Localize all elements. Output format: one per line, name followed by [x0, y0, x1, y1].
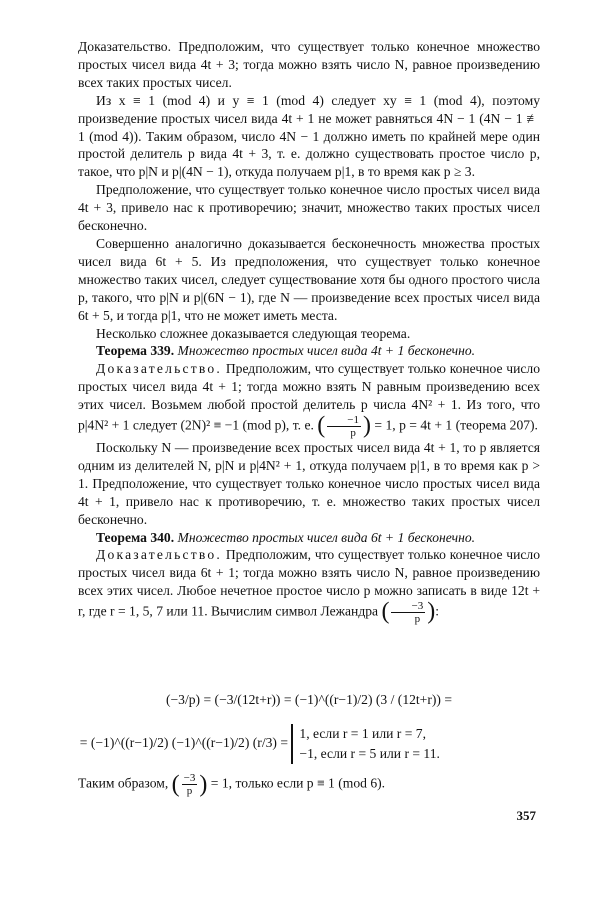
proof-text: Предположим, что существует только конечное число простых чисел вида 6t + 1; тогда можно взять число N, равное произведению всех этих чисел. Любое нечетное простое число p можно записать в виде 12t + r, где r = 1, 5, 7 или 11. Вычислим символ Лежандра: [78, 547, 541, 619]
proof-text: Предположим, что существует только конечное число простых чисел вида 4t + 1; тогда можно взять N равным произведению всех этих чисел. Возьмем любой простой делитель p числа 4N² + 1. Из того, что p|4N² + 1 следует: [78, 361, 541, 433]
paragraph: Несколько сложнее доказывается следующая теорема.: [96, 325, 411, 341]
formula-lhs: (2N)² ≡ −1 (mod p), т. е.: [180, 417, 314, 433]
legendre-symbol: $\frac{-3}{p}$: [183, 772, 196, 797]
proof-label: Доказательство.: [96, 361, 223, 377]
theorem-340-head: Теорема 340.: [96, 529, 175, 545]
paragraph: Из x ≡ 1 (mod 4) и y ≡ 1 (mod 4) следует xy ≡ 1 (mod 4), поэтому произведение простых чисел вида 4t + 1 не может равняться 4N − 1 (4N − 1 ≢ 1 (mod 4)). Таким образом, число 4N − 1 должно иметь по крайней мере один простой делитель p вида 4t + 3, т. е. должно существовать простое число p, такое, что p|N и p|(4N − 1), откуда получаем p|1, в то время как p ≥ 3.: [78, 92, 540, 180]
formula-rhs: = 1, p = 4t + 1 (теорема 207).: [374, 417, 538, 433]
paragraph: Поскольку N — произведение всех простых чисел вида 4t + 1, то p является одним из делителей N, p|N и p|4N² + 1, откуда получаем p|1, в то время как p > 1. Предположение, что существует только конечное число простых чисел вида 4t + 1, привело нас к противоречию, т. е. множество таких простых чисел бесконечно.: [78, 440, 540, 527]
paragraph: Предположение, что существует только конечное число простых чисел вида 4t + 3, привело нас к противоречию; значит, множество таких простых чисел бесконечно.: [78, 182, 540, 234]
legendre-symbol: $\frac{-1}{p}$: [327, 414, 361, 439]
theorem-340-proof: Доказательство. Предположим, что существует только конечное число простых чисел вида 6t + 1; тогда можно взять число N, равное произведению всех этих чисел. Любое нечетное простое число p можно записать в виде 12t + r, где r = 1, 5, 7 или 11. Вычислим символ Лежандра ( $\frac{-3}{p}$ ):: [78, 547, 541, 626]
proof-label: Доказательство.: [96, 547, 223, 563]
equation-1: (−3/p) = (−3/(12t+r)) = (−1)^((r−1)/2) (3 / (12t+r)) =: [165, 692, 452, 707]
theorem-340: [78, 529, 540, 547]
paragraph: Совершенно аналогично доказывается бесконечность множества простых чисел вида 6t + 5. Из предположения, что существует только конечное множество таких чисел, следует существование хотя бы одного простого числа p, такого, что p|N и p|(6N − 1), где N — произведение всех простых чисел вида 6t + 5, и тогда p|1, что не может иметь места.: [78, 235, 540, 323]
theorem-339: [78, 342, 540, 360]
page-number: 357: [516, 808, 536, 823]
equation-2: = (−1)^((r−1)/2) (−1)^((r−1)/2) (r/3) = 1, если r = 1 или r = 7, −1, если r = 5 или r = 11.: [78, 724, 540, 764]
theorem-339-proof: Доказательство. Предположим, что существует только конечное число простых чисел вида 4t + 1; тогда можно взять N равным произведению всех этих чисел. Возьмем любой простой делитель p числа 4N² + 1. Из того, что p|4N² + 1 следует (2N)² ≡ −1 (mod p), т. е. ( $\frac{-1}{p}$ ) = 1, p = 4t + 1 (теорема 207).: [78, 361, 541, 440]
case-2: −1, если r = 5 или r = 11.: [299, 746, 440, 761]
conclusion: Таким образом, ( $\frac{-3}{p}$ ) = 1, только если p ≡ 1 (mod 6).: [78, 771, 386, 798]
theorem-340-statement: Множество простых чисел вида 6t + 1 бесконечно.: [177, 529, 476, 545]
proof-paragraph: Доказательство. Предположим, что существует только конечное множество простых чисел вида 4t + 3; тогда можно взять число N, равное произведению всех таких простых чисел.: [78, 39, 540, 90]
theorem-339-statement: Множество простых чисел вида 4t + 1 бесконечно.: [177, 343, 476, 359]
page-body: [78, 38, 540, 625]
theorem-339-head: Теорема 339.: [96, 343, 175, 359]
case-1: 1, если r = 1 или r = 7,: [299, 726, 426, 741]
legendre-symbol: $\frac{-3}{p}$: [391, 600, 425, 625]
